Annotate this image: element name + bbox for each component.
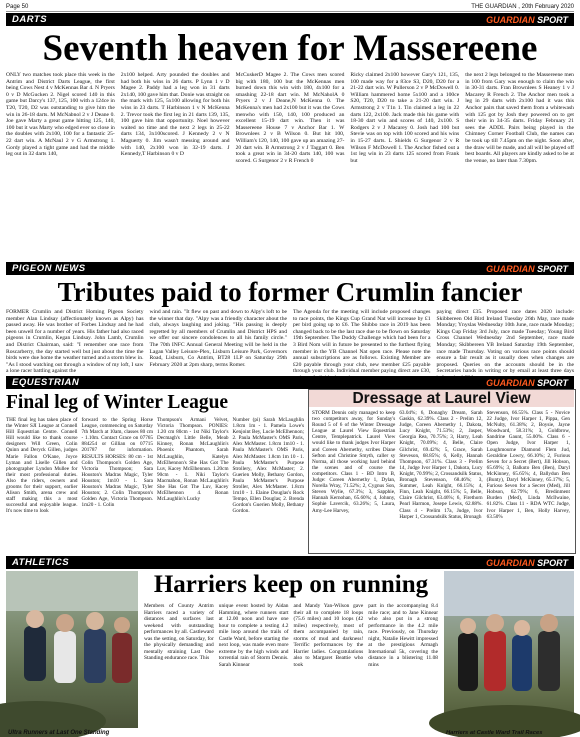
athletics-headline: Harriers keep on running [153,571,429,598]
winter-headline: Final leg of Winter League [6,392,229,413]
runners-group-image [6,571,138,728]
photo-caption-left: Ultra Runners at Last One Standing [8,730,110,736]
castle-ward-photo [444,571,574,728]
section-label: PIGEON NEWS [12,263,86,274]
page-number: Page 50 [6,3,29,10]
article-column: Number (pi) Sarah McLaughlin 1.8cm 1m - 1. Pamela Lowe's Kenjoint Bey, Lucie McElhennon; 2. Paula McMaster's OMS Paris, Alex McMaster. 1.8cm 1m10 - 1. Paula McMaster's OMS Paris, Alex McMaster. 1.8cm 1m 10 - 1. Paula McMaster's Purpose Strollery, Alex McMaster; 2. Guerien Molly, Bethany Gordon, Paula McMaster's Purpose Stroller, Alex McMaster. 1.8cm 1m10 - 1. Elaine Douglas's Rock Tempo, Ellen Douglas; 2. Brenda Gordon's Guerien Molly, Bethany Gordon. [232,417,304,515]
page-header [6,2,574,12]
guardian-sport-logo: GUARDIAN SPORT [486,377,568,388]
article-column: THE final leg has taken place of the Winter SJI League at Connell Hill Equestrian Centre. Connell Hill would like to thank course designers Will Green, Colin Quinn and Deryck Gillen, judges Marie Fallon O'Kane, Joyce Lyman and Liselle Gillen and photographer Lyndon Mullee for their most professional duties. Also the riders, owners and grooms for their support, earlier Alison Smith, arena crew and staff making this a most successful and enjoyable league. It's now time to look [6,417,78,515]
section-bar-pigeons [6,262,574,275]
darts-article [6,72,574,262]
section-label: ATHLETICS [12,557,70,568]
article-column: McCuskerD Magee 2. The Cows men scored big with 180, 100 but the McKennas men burned down this win with 180, 4x100 for a smashing 22-18 dart win. M McNaholA 0 Pryers 2 v J Deane,N McKenna 0. The McKenna's men had 2x100 but it was the Cows menwho with 150, 140, 100 produced an excellent 15-19 dart win. Then it was Massereene House 7 v Anchor Bar 1. W Brownlees 2 v B Wilson 0. But hit 100, William's 120, 140, 100 gave up an amazing 27-20 dart win. B Armstrong 2 v J Taggart 0. Ben took a great win in 34-20 darts 140, 100 was scored. G Surgenor 2 v R French 0 [235,72,345,164]
ultra-runners-photo [6,571,138,728]
dressage-headline: Dressage at Laurel View [309,390,574,407]
guardian-sport-logo: GUARDIAN SPORT [486,14,568,25]
section-bar-equestrian [6,376,574,389]
article-column: forward to the Spring Horse League, commencing on Saturday 7th March at 10am, classes 80 cm - 1.10m. Contact Grace on 07765 884254 or Gillian on 07715 201787 for information. RESULTS HORSES: 80 cm - 1st Colin Thompson's Golden Age, Victoria Thompson; Sara Houston's Madras Magic, Tyler Houston; 1m10 - 1. Sara Houston's Madras Magic, Tyler Houston; 2. Colin Thompson's Golden Age, Victoria Thompson. 1m20 - 1. Colin [81,417,153,509]
section-label: DARTS [12,14,48,25]
article-column: unique event hosted by Aidan Hamming, where runners start at 12.00 noon and have one hour to complete a testing 4.2 mile loop around the trails of Castle Ward, before starting the next loop, was made even more extreme by the high winds and torrential rain of Storm Dennis. Sarah Kinnear [218,603,289,668]
article-column: the next 2 legs belonged to the Massereene men in 100 from Gary was enough to claim the win in 30-31 darts. Fran Brownlees S Heaney 1 v J Macarey R French 2. The Anchor men took a leg in 29 darts with 2x100 had it was this Anchor pairs that saved them from a whitewash with 125 got by Josh they powered on to get their win in 34-35 darts. Friday February 21 sees the ADDL Pairs being played in the Chimney Corner Football Club, the names can be took up till 7.45pm on the night. Soon after, the draw will be made, and all will be played off best boards. All players are kindly asked to be at the venue, no later than 7.30pm. [465,72,574,164]
harriers-group-image [444,571,574,728]
article-column: FORMER Crumlin and District Homing Pigeon Society member Alan Lindsay (affectionately known as Alpy) has passed away. He was brother of Forbes Lindsay and he had been unwell for a number of years. His father had also raced pigeons in Crumlin, Kegan Lindsay. John Lamb, Crumlin and District Chairman, said: "I remember one race from Roscarberry, the day started well but just about the time the birds were due home the weather turned and a storm blew in. "As I stood watching out through a window of my loft, I saw a lone racer battling against the [6,309,144,375]
pigeons-headline: Tributes paid to former Crumlin fancier [57,277,523,307]
article-column: part in the accompanying 8.4 mile race; and to Jane Kinnear who also put in a strong performance in the 4.2 mile race. Previously, on Thursday night, Natalie Hewitt impressed at the prestigious Armagh International 5k, covering the distance in a blistering 11.08 mins [368,603,438,668]
article-column: 2x100 helped. Arty pounded the doubles and had both his wins in 26 darts. P Lynn 1 v D Magee 2. Paddy had a leg won in 31 darts 2x140, 100 gave him that. Donie was straight on the mark with 125, 5x100 allowing for both his wins in 23 darts. T Harbinson 1 v N McKenna 2. Trevor took the first leg in 21 darts 139, 135, 100 gave him that opportunity. Noel however waited no time and the next 2 legs in 25-22 darts 134, 3x100scored. J Kennedy 2 v N Maguerty 0. Jim wasn't messing around and with 140, 2x100 won in 32-19 darts. J Kennedy,T Harbinson 0 v D [120,72,230,158]
article-column: Members of County Antrim Harriers raced a variety of distances and surfaces last weekend with outstanding performances by all. Castleward was the setting, on Saturday, for the physically demanding and mentally straining Last One Standing endurance race. This [144,603,214,661]
section-label: EQUESTRIAN [12,377,80,388]
dressage-article [312,410,570,550]
pigeons-article [6,309,574,375]
article-column: The Agenda for the meeting will include proposed changes to race points, the Kings Cup Grand Nat will increase by £1 per bird going up to £6. The Shibbo race in 2019 has been changed back to be the last race due to be flown on Saturday 19th September. The Duddy Challenge which had been for a 3 Bird Nom will in future be presented to the furthest flying member in the YB Channel Nat open race. Please note the annual subscriptions are as follows. Existing Member are £20 payable through your club, new member £25 payable through your club. Individual member paying direct are £30, [293,309,431,375]
article-column: and Mandy Yan-Wilson gave their all to complete 18 loops (75.6 miles) and 10 loops (42 miles) respectively, most of them accompanied by rain, storms of mud and darkness! Terrific performances by the Harrier ladies. Congratulations also to Margaret Beattie who took [293,603,364,668]
darts-headline: Seventh heaven for Massereene [42,28,538,69]
article-column: wind and rain. "It flew on past and down to Alpy's loft to be the winner that day. "Alpy was a friendly character about the club, always laughing and joking. "His passing is deeply regretted by all members of Crumlin and District HPS and we offer our sincere condolences to all his family circle." The 70th INFC Annual General Meeting will be held in the Lagan Valley Leisure-Plex, Lisburn Leisure Park, Governors Road, Lisburn, Co Antrim, BT28 1LP on Saturday 29th February 2020 at 2pm sharp, terms Romer. [149,309,287,368]
article-column: STORM Dennis only managed to keep two competitors away, for Sunday's Round 5 of 6 of the Winter Dressage League at Laurel View Equestrian Centre, Templepatrick. Laurel View would like to thank judges Ivor Harper and Coreen Abernethy, scribes Diane Sefton and Christine Smyth, caller sy Norma, all those working hard behind the scenes and of course the competitors. Class 1 - BD Intro B, Judge: Coreen Abernethy 1, Dylan, Norella Wray, 71.52%; 2, Cygnus Son, Steven Wylie, 67.3%; 3, Sapphie, Hannah Kernohan, 65.60%; 4, Johnny, Sophie Lavercik, 63.26%; 5, Laura, Amy-Lee Harvey, [312,410,396,514]
guardian-sport-logo: GUARDIAN SPORT [486,557,568,568]
article-column: Ricky claimed 2x100 however Gary's 121, 135, 100 made way for a 83ce S3, D20, D20 for a 21-22 dart win. W Pullerson 2 v P McDowell 0. William hammered home 5x100 and a 100ce S20, T20, D20 to take a 21-20 dart win. J Armstrong 2 v T1n 1. Tin claimed a leg in 22 darts 122, 2x100. Jack made this his game with 18-30 dart win and scores of 140, 2x100. S Rodgers 2 v J Macarey 0. Josh had 100 but Stevie was on top with 100 scored and his wins in 15-27 darts. L Shields G Surgenor 2 v R Wilson F McDowell 1. The Anchor fished out a 1st leg win in 23 darts 125 scored from Frank but [350,72,460,164]
article-column: Thompson's Armani Velvet, Victoria Thompson. PONIES: 1.20 cm 80cm - 1st Niki Taylor's Decmagh's Little Belle, Meab Kinney, Ronan McLaughlin's Phoenix Phantom, Sarah McLaughlin, Katelyn McElhennon's She Has Got The Luv, Kacey McElhennon. 1.20cm 90cm - 1. Niki Taylor's Macmahon, Ronan McLaughlin's She Has Got The Luv, Kacey McElhennon 4. Ronan McLaughlin's Lucky [157,417,229,503]
guardian-sport-logo: GUARDIAN SPORT [486,263,568,274]
paper-date: THE GUARDIAN , 20th February 2020 [471,3,574,10]
athletics-article [144,603,438,733]
article-column: ONLY two matches took place this week in the Antrim and District Darts League, the first being Cows Nest 4 v McKennas Bar 4. N Pryers 0 v D McGucken 2. Nigel scored 140 in this game but Darcy's 137, 125, 100 with a 124ce in T20, T20, D2 was outstanding to give him the win in 26-18 darts. M McNabnol 2 v J Deane 0. Joe gave Marty a great game hitting 125, 140, 100 but it was Marty who edged ever so close in the doubles with 2x100, 100 for a fantastic 25-22 dart win. A McNaul 2 v G Armstrong 1. Gordy played a tight game and had the middle leg out in 32 darts 140, [6,72,115,158]
winter-article [6,417,304,553]
article-column: 63.04%; 6, Donaghy Dream, Sarah Gaskin, 62.39%. Class 2 - Prelim 12, Judge, Coreen Abernethy 1, Dakota, Lucy Knight, 71.53%; 2, Jasper, Georgia Rea, 70.75%; 3, Harry, Leah Knight, 70.09%; 4, Belle, Claire Gilchrist, 69.42%; 5, Grace, Sarah Steveson, 68.85%; 6, Kelly, Hannah Thompson, 67.31%. Class 3 - Prelim 14, Judge Ivor Harper 1, Dakota, Lucy Knight, 70.99%; 2, Crossandsilk Status, Bronagh Stevenson, 68.46%; 3, Summer, Leah Knight, 66.15%; 4, Finn, Leah Knight, 66.15%; 5, Belle, Claire Gilchrist, 63.46%; 6, Firethorn Pearl Harmon, Josepe Lewis, 62.88%. Class 4 - Prelim 17a, Judge, Ivor Harper 1, Crossandsilk Status, Bronagh [399,410,483,520]
photo-caption-right: Harriers at Castle Ward Trail Races [446,730,543,736]
section-bar-athletics [6,556,574,569]
article-column: Stevenson, 66.55%. Class 5 - Novice 22 Judge, Ivor Harper 1, Pippa, Gen McNulty, 61.38%; 2, Boysie, Jayne Woodward, 58.31%; 3, Goldbrow, Sandrine Gaunt, 55.00%. Class 6 - Open Judge, Ivor Harper 1, Loughmourne Diamond Flem Jud, Geraldine Lowry, 66.10%; 2, Furious Seven for a Secret (Bert), Jill Hobson, 65.69%; 3, Balkuto Ben (Ben), Daryl McKinney, 65.65%; 4, Ballydun Ben (Bunty), Daryl McKinney, 65.17%; 5, Furioso Seven for a Secret (Med), Jill Hobson, 62.79%; 6, Bredinment Burden (Med), Linda McIlwaine, 61.82%. Class 11 - RDA WTC Judge, Ivor Harper 1, Ben, Holly Harvey, 63.50% [486,410,570,520]
section-bar-darts [6,13,574,26]
article-column: paying direct £35. Proposed race dates 2020 include: Skibbereen Old Bird Ireland Tuesday 26th May, race made Monday; Ynyslas Wednesday 10th June, race made Monday; Kings Cup Friday 3rd July, race made Tuesday; Young Bird Cross Channel Wednesday 2nd September, race made Monday; Skibbereen YB Ireland Saturday 19th September, race made Thursday. Voting on various race points should ensure a fair result as it usually does when changes are proposed. Queries on the accounts should be in the Secretaries hands in writing or by email at least three days [436,309,574,375]
